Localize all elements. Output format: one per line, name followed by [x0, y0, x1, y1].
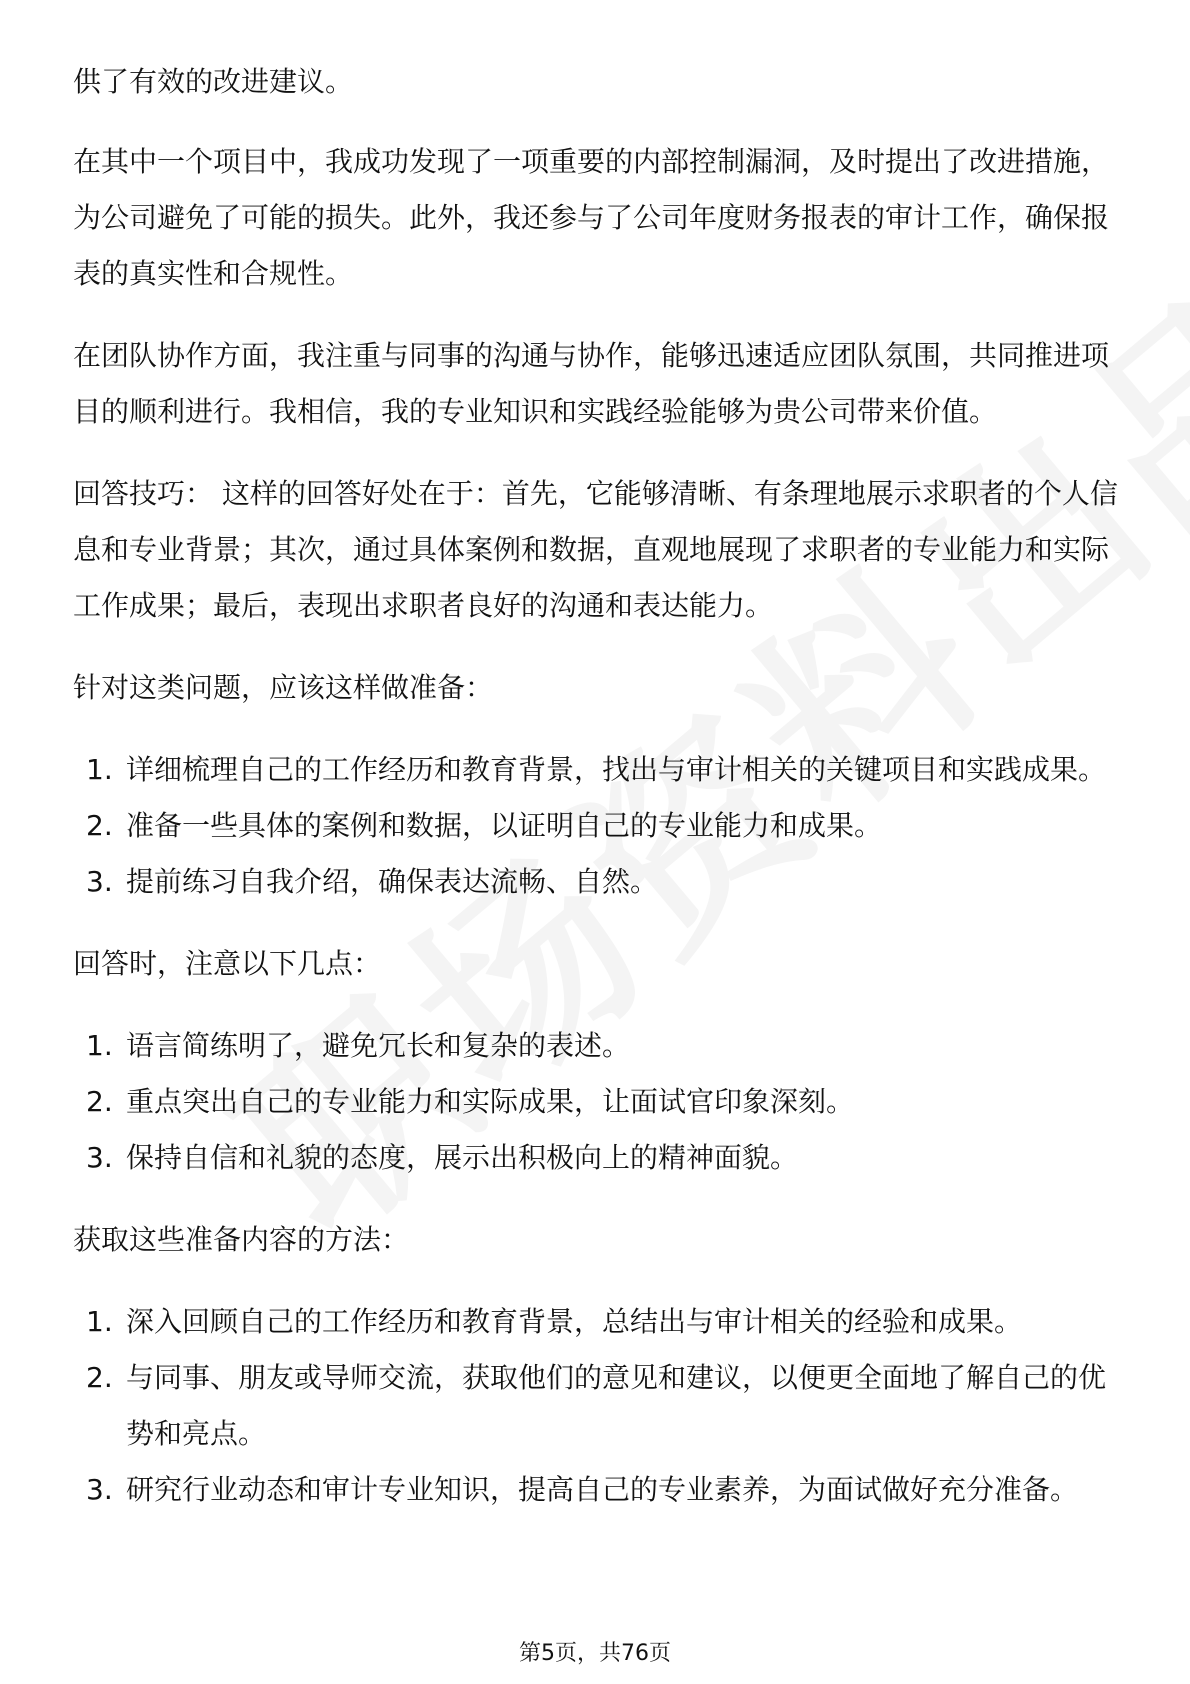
list-item-number: 3.	[86, 1141, 113, 1174]
list-item-number: 3.	[86, 1473, 113, 1506]
answer-notes-list	[73, 1018, 1123, 1186]
paragraph-preparation-heading: 针对这类问题，应该这样做准备：	[73, 671, 494, 704]
list-item	[73, 798, 1123, 854]
list-item-number: 2.	[86, 809, 113, 842]
paragraph-answer-notes-heading: 回答时，注意以下几点：	[73, 947, 382, 980]
methods-list	[73, 1294, 1123, 1518]
list-item	[73, 1350, 1123, 1462]
list-item	[73, 1018, 1123, 1074]
list-item	[73, 854, 1123, 910]
list-item-text: 重点突出自己的专业能力和实际成果，让面试官印象深刻。	[126, 1085, 855, 1118]
list-item-text: 语言简练明了，避免冗长和复杂的表述。	[126, 1029, 631, 1062]
document-body	[73, 54, 1123, 1544]
list-item-number: 1.	[86, 753, 113, 786]
paragraph-intro-tail: 供了有效的改进建议。	[73, 65, 354, 98]
list-item-text: 深入回顾自己的工作经历和教育背景，总结出与审计相关的经验和成果。	[126, 1305, 1023, 1338]
page-number-footer: 第5页，共76页	[519, 1641, 671, 1666]
paragraph-answer-tips: 回答技巧： 这样的回答好处在于：首先，它能够清晰、有条理地展示求职者的个人信息和专业背景；其次，通过具体案例和数据，直观地展现了求职者的专业能力和实际工作成果；最后，表现出求职者良好的沟通和表达能力。	[73, 477, 1118, 622]
list-item-text: 详细梳理自己的工作经历和教育背景，找出与审计相关的关键项目和实践成果。	[126, 753, 1107, 786]
list-item-number: 2.	[86, 1361, 113, 1394]
paragraph-methods-heading: 获取这些准备内容的方法：	[73, 1223, 410, 1256]
list-item-number: 1.	[86, 1305, 113, 1338]
paragraph-project-achievement: 在其中一个项目中，我成功发现了一项重要的内部控制漏洞，及时提出了改进措施，为公司避免了可能的损失。此外，我还参与了公司年度财务报表的审计工作，确保报表的真实性和合规性。	[73, 145, 1110, 290]
list-item-text: 与同事、朋友或导师交流，获取他们的意见和建议，以便更全面地了解自己的优势和亮点。	[126, 1361, 1107, 1450]
list-item	[73, 1130, 1123, 1186]
preparation-list	[73, 742, 1123, 910]
list-item-number: 2.	[86, 1085, 113, 1118]
list-item-number: 3.	[86, 865, 113, 898]
list-item-text: 保持自信和礼貌的态度，展示出积极向上的精神面貌。	[126, 1141, 799, 1174]
list-item-number: 1.	[86, 1029, 113, 1062]
list-item	[73, 1294, 1123, 1350]
list-item-text: 准备一些具体的案例和数据，以证明自己的专业能力和成果。	[126, 809, 883, 842]
paragraph-teamwork: 在团队协作方面，我注重与同事的沟通与协作，能够迅速适应团队氛围，共同推进项目的顺利进行。我相信，我的专业知识和实践经验能够为贵公司带来价值。	[73, 339, 1110, 428]
list-item	[73, 742, 1123, 798]
list-item-text: 研究行业动态和审计专业知识，提高自己的专业素养，为面试做好充分准备。	[126, 1473, 1079, 1506]
list-item	[73, 1074, 1123, 1130]
list-item	[73, 1462, 1123, 1518]
list-item-text: 提前练习自我介绍，确保表达流畅、自然。	[126, 865, 659, 898]
